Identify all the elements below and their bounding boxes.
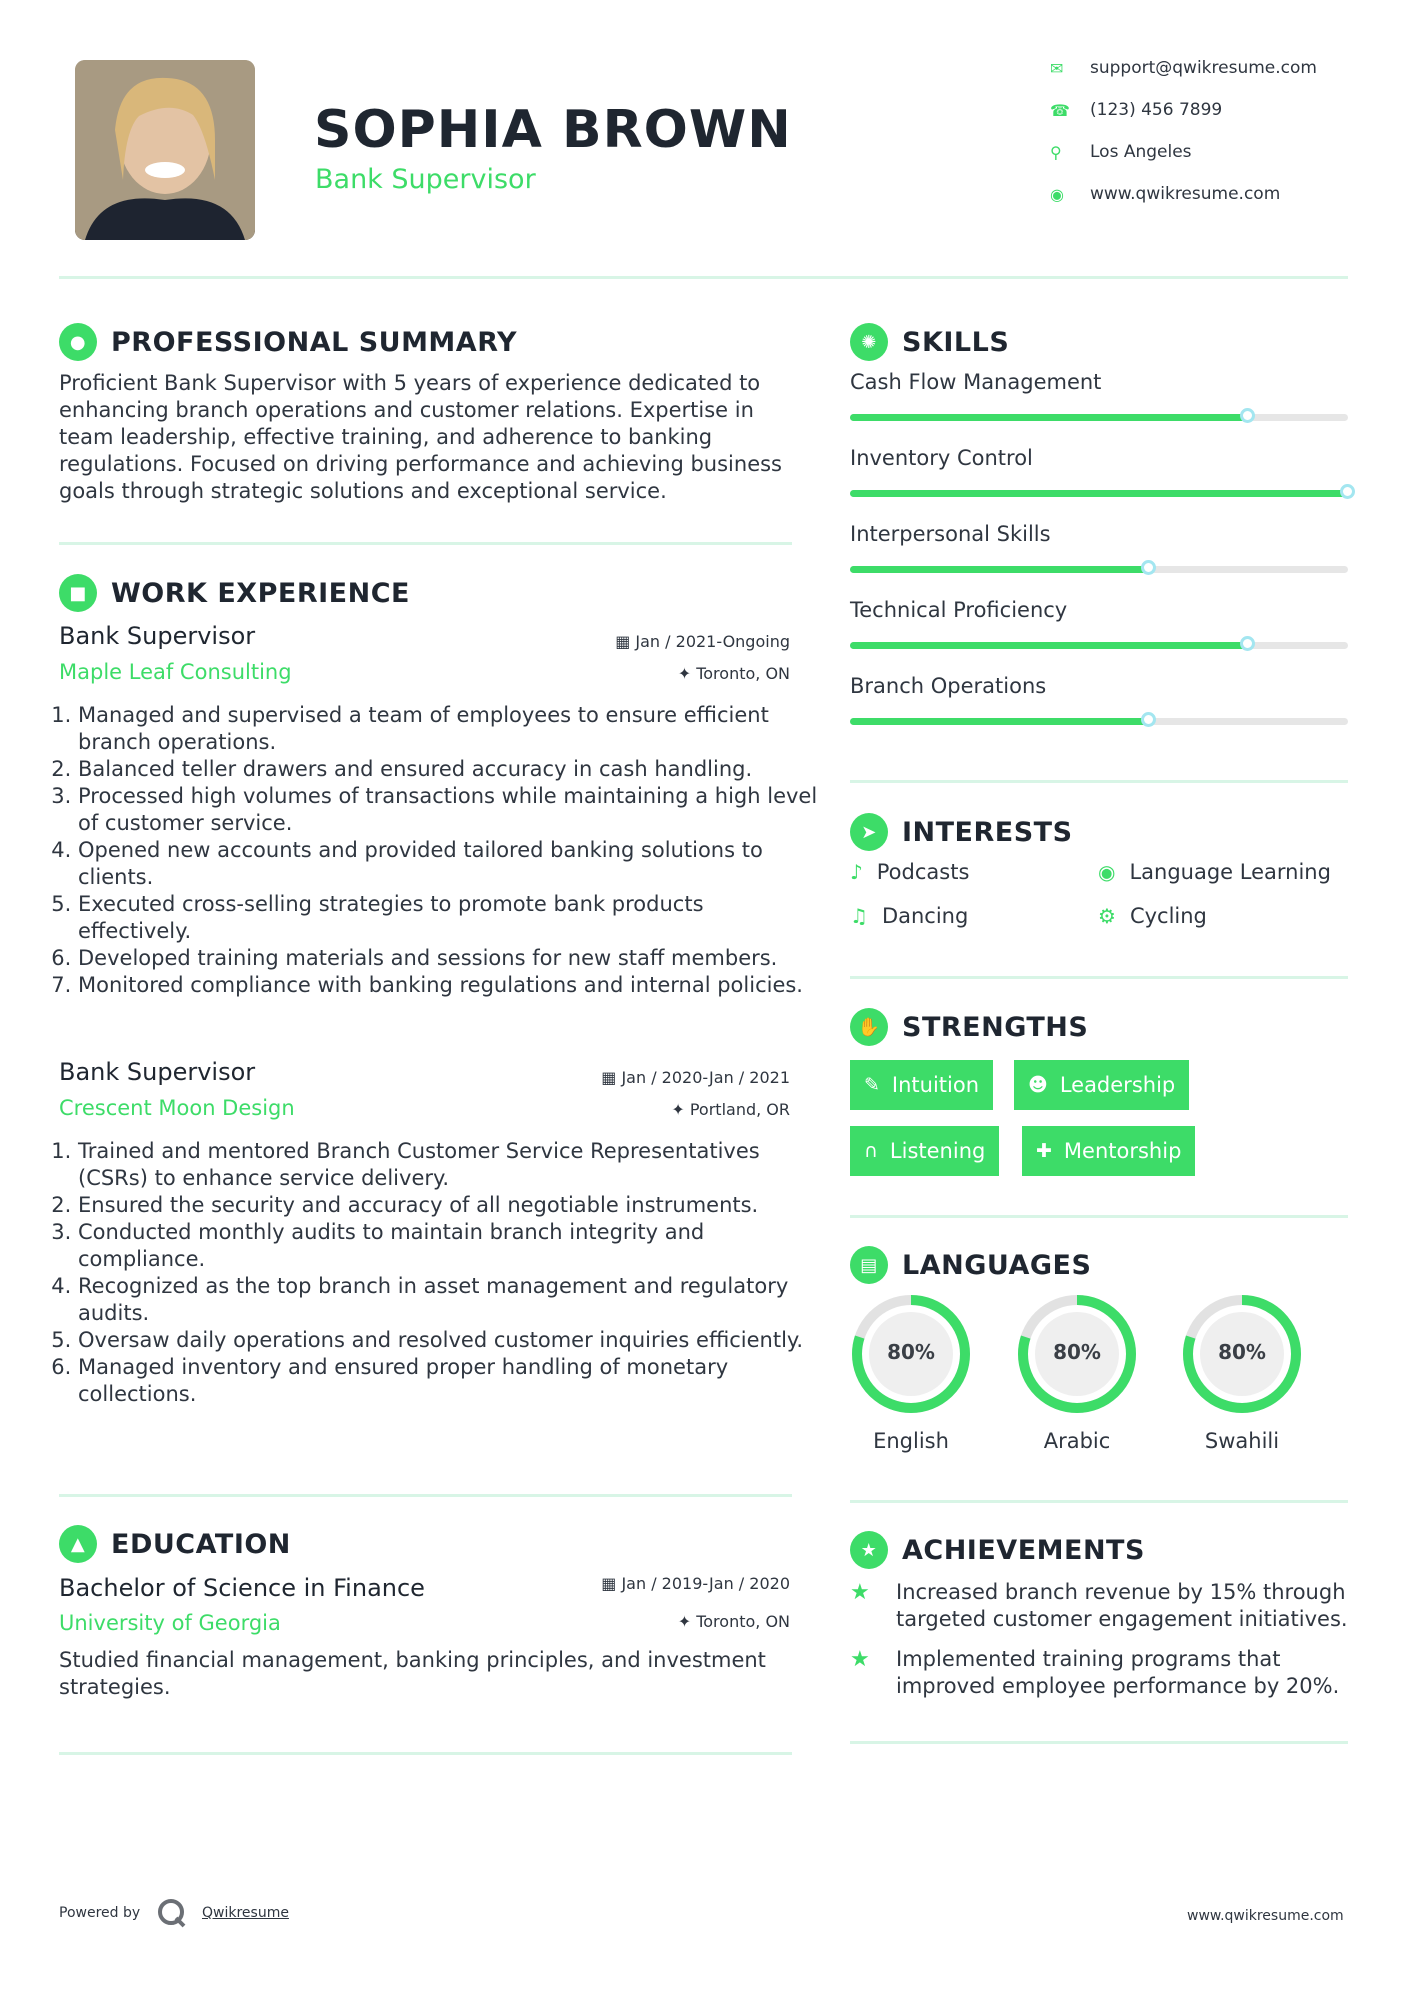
skill-label: Cash Flow Management bbox=[850, 370, 1102, 394]
interest-item: ♫ Dancing bbox=[850, 904, 969, 928]
duty-item: 3. Processed high volumes of transactions while maintaining a high level of customer service. bbox=[78, 783, 818, 837]
duty-item: 2. Ensured the security and accuracy of all negotiable instruments. bbox=[78, 1192, 818, 1219]
users-icon: ☻ bbox=[1028, 1074, 1048, 1096]
language-name: English bbox=[873, 1429, 949, 1453]
calendar-icon: ▦ bbox=[601, 1574, 622, 1593]
contact-phone[interactable] bbox=[1050, 100, 1380, 120]
job-company: Crescent Moon Design bbox=[59, 1096, 295, 1120]
skill-bar-knob bbox=[1141, 712, 1156, 727]
section-title-skills: ✺ SKILLS bbox=[850, 323, 1009, 361]
user-plus-icon: ✚ bbox=[1036, 1140, 1052, 1162]
strength-tag: ✎ Intuition bbox=[850, 1060, 993, 1110]
job-dates: ▦ Jan / 2021-Ongoing bbox=[615, 632, 790, 651]
star-badge-icon: ★ bbox=[850, 1531, 888, 1569]
user-icon: ● bbox=[59, 323, 97, 361]
duty-item: 6. Developed training materials and sessions for new staff members. bbox=[78, 945, 818, 972]
section-title-languages: ▤ LANGUAGES bbox=[850, 1246, 1091, 1284]
id-card-icon: ▤ bbox=[850, 1246, 888, 1284]
job-dates: ▦ Jan / 2020-Jan / 2021 bbox=[601, 1068, 790, 1087]
calendar-icon: ▦ bbox=[615, 632, 636, 651]
avatar bbox=[75, 60, 255, 240]
language-percent: 80% bbox=[1218, 1340, 1266, 1364]
language-percent: 80% bbox=[1053, 1340, 1101, 1364]
section-divider bbox=[850, 976, 1348, 979]
briefcase-icon: ■ bbox=[59, 574, 97, 612]
achievement-item: ★ Implemented training programs that improved employee performance by 20%. bbox=[850, 1647, 1340, 1698]
location-pin-icon: ⚲ bbox=[1050, 142, 1062, 162]
section-divider bbox=[850, 1500, 1348, 1503]
skill-bar-knob bbox=[1340, 484, 1355, 499]
section-divider bbox=[850, 1741, 1348, 1744]
skill-bar-knob bbox=[1141, 560, 1156, 575]
skill-bar-fill bbox=[850, 566, 1149, 573]
pin-icon: ✦ bbox=[677, 664, 697, 683]
skill-bar-fill bbox=[850, 642, 1248, 649]
interest-item: ◉ Language Learning bbox=[1098, 860, 1331, 884]
phone-icon: ☎ bbox=[1050, 100, 1070, 120]
profile-photo bbox=[75, 60, 255, 240]
language-ring bbox=[850, 1293, 972, 1453]
skill-label: Interpersonal Skills bbox=[850, 522, 1051, 546]
calendar-icon: ▦ bbox=[601, 1068, 622, 1087]
degree-title: Bachelor of Science in Finance bbox=[59, 1574, 425, 1602]
pin-icon: ✦ bbox=[677, 1612, 697, 1631]
paper-plane-icon: ➤ bbox=[850, 813, 888, 851]
magic-wand-icon: ✎ bbox=[864, 1074, 880, 1096]
job-duties-list bbox=[56, 702, 818, 999]
qwikresume-logo-icon bbox=[156, 1897, 188, 1933]
language-percent: 80% bbox=[887, 1340, 935, 1364]
achievement-item: ★ Increased branch revenue by 15% through targeted customer engagement initiatives. bbox=[850, 1580, 1348, 1631]
star-icon: ★ bbox=[850, 1580, 870, 1605]
footer-url[interactable]: www.qwikresume.com bbox=[1187, 1908, 1344, 1924]
contact-text: Los Angeles bbox=[1090, 142, 1192, 162]
job-title: Bank Supervisor bbox=[59, 1058, 256, 1086]
education-description: Studied financial management, banking principles, and investment strategies. bbox=[59, 1648, 766, 1699]
section-divider bbox=[59, 542, 792, 545]
duty-item: 3. Conducted monthly audits to maintain branch integrity and compliance. bbox=[78, 1219, 818, 1273]
skill-label: Branch Operations bbox=[850, 674, 1047, 698]
language-name: Swahili bbox=[1204, 1429, 1280, 1453]
duty-item: 5. Executed cross-selling strategies to promote bank products effectively. bbox=[78, 891, 818, 945]
envelope-icon: ✉ bbox=[1050, 58, 1064, 78]
skill-bar bbox=[850, 718, 1348, 725]
brand-link[interactable]: Qwikresume bbox=[202, 1905, 289, 1921]
duty-item: 4. Recognized as the top branch in asset management and regulatory audits. bbox=[78, 1273, 818, 1327]
skill-bar bbox=[850, 490, 1348, 497]
globe-icon: ◉ bbox=[1050, 184, 1064, 204]
section-title-strengths: ✋ STRENGTHS bbox=[850, 1008, 1088, 1046]
contact-text: support@qwikresume.com bbox=[1090, 58, 1317, 78]
summary-text: Proficient Bank Supervisor with 5 years of experience dedicated to enhancing branch operations and customer relations. Expertise in team leadership, effective training, and adherence to banking regulations. Focused on driving performance and achieving business goals through strategic solutions and exceptional service. bbox=[59, 371, 782, 503]
language-name: Arabic bbox=[1043, 1429, 1111, 1453]
interest-item: ♪ Podcasts bbox=[850, 860, 970, 884]
duty-item: 7. Monitored compliance with banking regulations and internal policies. bbox=[78, 972, 818, 999]
candidate-name: SOPHIA BROWN bbox=[314, 100, 792, 160]
contact-location bbox=[1050, 142, 1380, 162]
duty-item: 4. Opened new accounts and provided tailored banking solutions to clients. bbox=[78, 837, 818, 891]
star-icon: ★ bbox=[850, 1647, 870, 1672]
header-divider bbox=[59, 276, 1348, 279]
graduation-cap-icon: ▲ bbox=[59, 1525, 97, 1563]
education-dates: ▦ Jan / 2019-Jan / 2020 bbox=[601, 1574, 790, 1593]
job-location: ✦ Toronto, ON bbox=[677, 664, 790, 683]
strength-tag: ∩ Listening bbox=[850, 1126, 999, 1176]
skill-bar-fill bbox=[850, 490, 1348, 497]
duty-item: 6. Managed inventory and ensured proper handling of monetary collections. bbox=[78, 1354, 818, 1408]
skill-bar-knob bbox=[1240, 636, 1255, 651]
contact-text: www.qwikresume.com bbox=[1090, 184, 1281, 204]
lightbulb-icon: ✺ bbox=[850, 323, 888, 361]
duty-item: 1. Trained and mentored Branch Customer Service Representatives (CSRs) to enhance service delivery. bbox=[78, 1138, 818, 1192]
section-title-education: ▲ EDUCATION bbox=[59, 1525, 291, 1563]
microphone-icon: ♪ bbox=[850, 860, 863, 884]
bicycle-icon: ⚙ bbox=[1098, 904, 1116, 928]
section-divider bbox=[59, 1752, 792, 1755]
section-title-interests: ➤ INTERESTS bbox=[850, 813, 1073, 851]
duty-item: 2. Balanced teller drawers and ensured accuracy in cash handling. bbox=[78, 756, 818, 783]
section-title-experience: ■ WORK EXPERIENCE bbox=[59, 574, 410, 612]
strength-tag: ☻ Leadership bbox=[1014, 1060, 1189, 1110]
pin-icon: ✦ bbox=[671, 1100, 690, 1119]
globe-icon: ◉ bbox=[1098, 860, 1116, 884]
skill-bar-fill bbox=[850, 718, 1149, 725]
hand-icon: ✋ bbox=[850, 1008, 888, 1046]
music-note-icon: ♫ bbox=[850, 904, 868, 928]
section-divider bbox=[59, 1494, 792, 1497]
skill-bar-knob bbox=[1240, 408, 1255, 423]
headphones-icon: ∩ bbox=[864, 1140, 878, 1162]
language-ring bbox=[1016, 1293, 1138, 1453]
candidate-role: Bank Supervisor bbox=[315, 164, 536, 195]
section-divider bbox=[850, 780, 1348, 783]
powered-by-label: Powered by bbox=[59, 1905, 141, 1921]
contact-email[interactable] bbox=[1050, 58, 1380, 78]
duty-item: 1. Managed and supervised a team of employees to ensure efficient branch operations. bbox=[78, 702, 818, 756]
skill-label: Technical Proficiency bbox=[850, 598, 1068, 622]
section-title-summary: ● PROFESSIONAL SUMMARY bbox=[59, 323, 517, 361]
section-divider bbox=[850, 1215, 1348, 1218]
skill-bar bbox=[850, 414, 1348, 421]
job-title: Bank Supervisor bbox=[59, 622, 256, 650]
skill-bar-fill bbox=[850, 414, 1248, 421]
language-ring bbox=[1181, 1293, 1303, 1453]
contact-website[interactable] bbox=[1050, 184, 1380, 204]
interest-item: ⚙ Cycling bbox=[1098, 904, 1207, 928]
education-location: ✦ Toronto, ON bbox=[677, 1612, 790, 1631]
skill-bar bbox=[850, 642, 1348, 649]
skill-bar bbox=[850, 566, 1348, 573]
strength-tag: ✚ Mentorship bbox=[1022, 1126, 1195, 1176]
section-title-achievements: ★ ACHIEVEMENTS bbox=[850, 1531, 1145, 1569]
job-duties-list bbox=[56, 1138, 818, 1408]
skill-label: Inventory Control bbox=[850, 446, 1033, 470]
job-location: ✦ Portland, OR bbox=[671, 1100, 790, 1119]
duty-item: 5. Oversaw daily operations and resolved customer inquiries efficiently. bbox=[78, 1327, 818, 1354]
school-name: University of Georgia bbox=[59, 1611, 281, 1635]
job-company: Maple Leaf Consulting bbox=[59, 660, 292, 684]
contact-text: (123) 456 7899 bbox=[1090, 100, 1223, 120]
